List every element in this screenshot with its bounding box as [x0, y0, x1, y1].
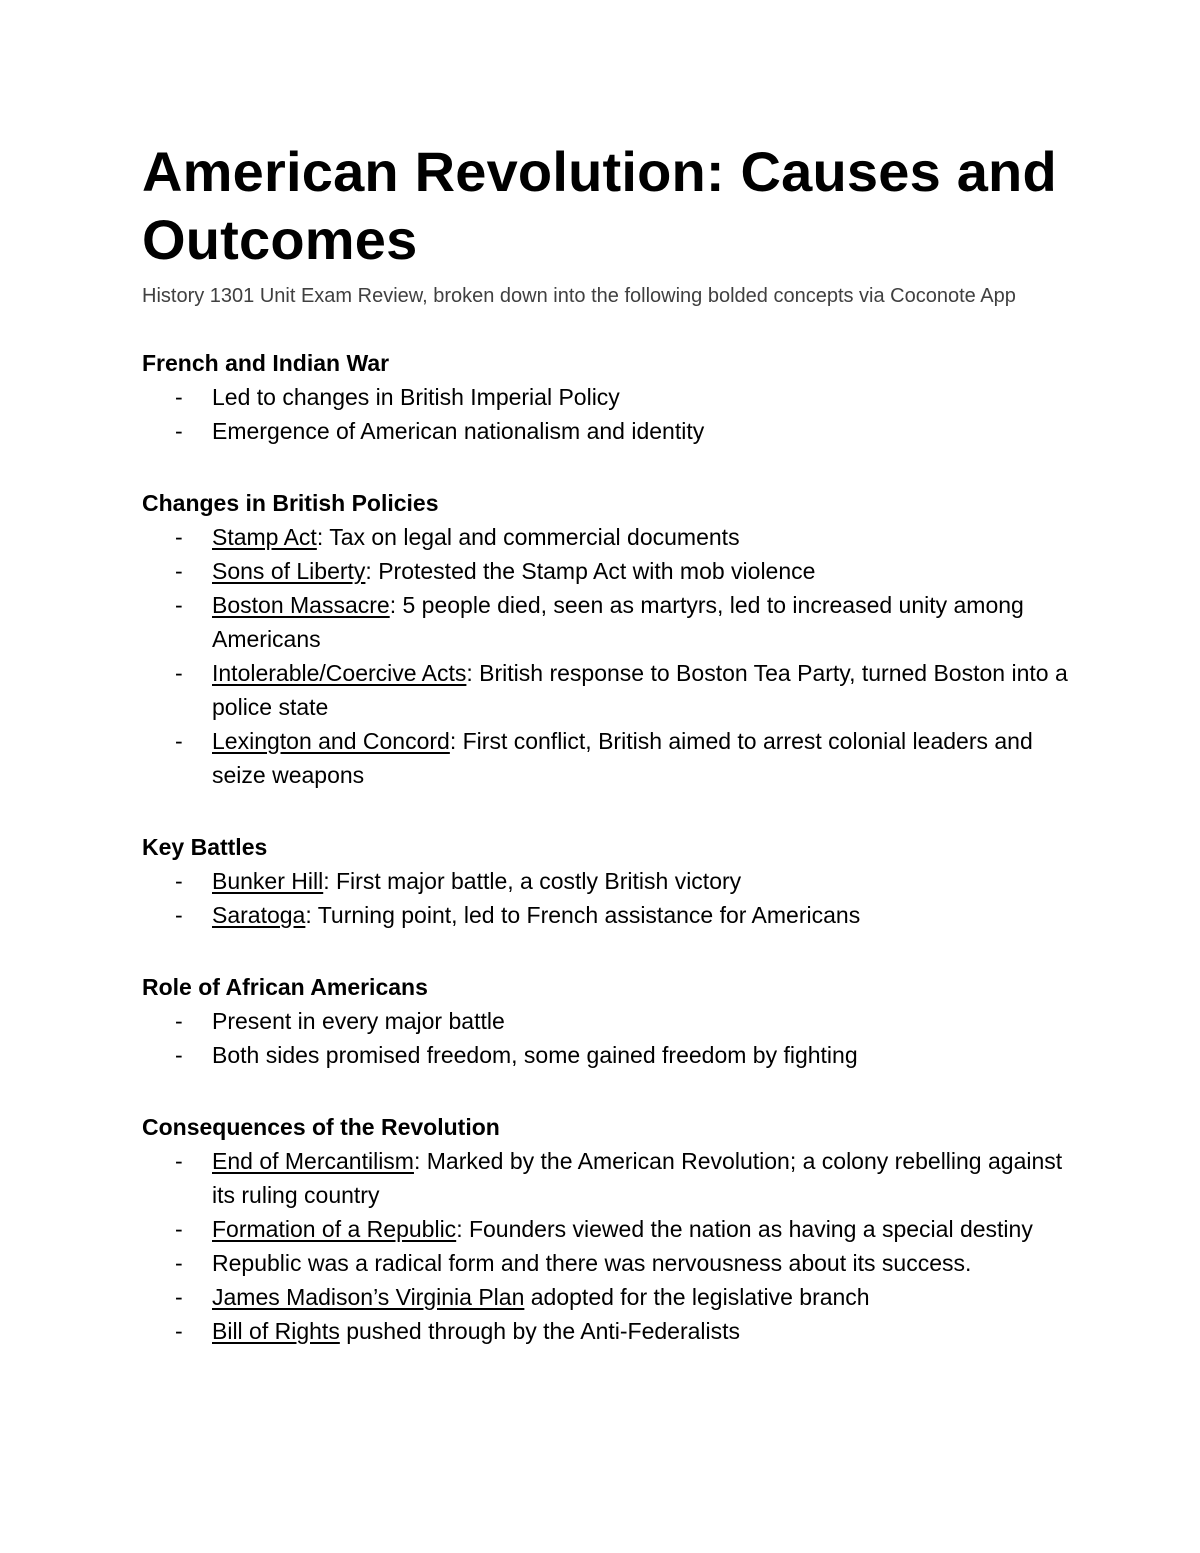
item-text: Led to changes in British Imperial Policy	[212, 384, 620, 410]
item-text: adopted for the legislative branch	[524, 1284, 870, 1310]
bullet-list	[142, 1144, 1072, 1348]
bullet-dash: -	[175, 1216, 183, 1242]
item-text: 5 people died, seen as martyrs, led to increased unity among Americans	[212, 592, 1029, 652]
list-item	[142, 554, 1072, 588]
key-term: End of Mercantilism	[212, 1148, 414, 1174]
item-text: Tax on legal and commercial documents	[323, 524, 740, 550]
item-text: Founders viewed the nation as having a special destiny	[462, 1216, 1033, 1242]
list-item	[142, 1314, 1072, 1348]
key-term: James Madison’s Virginia Plan	[212, 1284, 525, 1310]
term-separator: :	[466, 660, 473, 686]
bullet-dash: -	[175, 902, 183, 928]
key-term: Lexington and Concord	[212, 728, 450, 754]
item-text: Turning point, led to French assistance for Americans	[311, 902, 861, 928]
list-item	[142, 1038, 1072, 1072]
bullet-dash: -	[175, 384, 183, 410]
item-text: Protested the Stamp Act with mob violence	[371, 558, 816, 584]
term-separator: :	[413, 1148, 421, 1174]
term-separator: :	[316, 524, 324, 550]
section	[142, 970, 1072, 1072]
item-text: British response to Boston Tea Party, turned Boston into a police state	[212, 660, 1075, 720]
bullet-dash: -	[175, 660, 183, 686]
list-item	[142, 380, 1072, 414]
list-item	[142, 414, 1072, 448]
section	[142, 830, 1072, 932]
key-term: Boston Massacre	[212, 592, 390, 618]
key-term: Sons of Liberty	[212, 558, 366, 584]
bullet-dash: -	[175, 592, 183, 618]
section-heading: Changes in British Policies	[142, 490, 439, 516]
list-item	[142, 864, 1072, 898]
term-separator: :	[323, 868, 330, 894]
term-separator: :	[389, 592, 397, 618]
term-separator: :	[305, 902, 312, 928]
item-text: Republic was a radical form and there was nervousness about its success.	[212, 1250, 972, 1276]
item-text: Marked by the American Revolution; a colony rebelling against its ruling country	[212, 1148, 1069, 1208]
section-heading: French and Indian War	[142, 350, 390, 376]
document-title: American Revolution: Causes and Outcomes	[142, 140, 1057, 271]
key-term: Bunker Hill	[212, 868, 324, 894]
term-separator: :	[365, 558, 372, 584]
key-term: Bill of Rights	[212, 1318, 340, 1344]
key-term: Stamp Act	[212, 524, 317, 550]
bullet-dash: -	[175, 1318, 183, 1344]
bullet-dash: -	[175, 1042, 183, 1068]
section	[142, 346, 1072, 448]
bullet-dash: -	[175, 1008, 183, 1034]
item-text: Emergence of American nationalism and identity	[212, 418, 705, 444]
list-item	[142, 656, 1075, 724]
bullet-list	[142, 520, 1075, 792]
bullet-dash: -	[175, 1148, 183, 1174]
bullet-dash: -	[175, 1284, 183, 1310]
list-item	[142, 1004, 1072, 1038]
bullet-dash: -	[175, 728, 183, 754]
sections-container	[142, 346, 1075, 1348]
section	[142, 1110, 1072, 1348]
list-item	[142, 1280, 1072, 1314]
bullet-dash: -	[175, 558, 183, 584]
section-heading: Role of African Americans	[142, 974, 428, 1000]
key-term: Formation of a Republic	[212, 1216, 457, 1242]
list-item	[142, 1246, 1072, 1280]
section-heading: Consequences of the Revolution	[142, 1114, 500, 1140]
list-item	[142, 1144, 1072, 1212]
list-item	[142, 588, 1072, 656]
bullet-dash: -	[175, 868, 183, 894]
item-text: Both sides promised freedom, some gained freedom by fighting	[212, 1042, 858, 1068]
bullet-list	[142, 380, 1072, 448]
document-page	[142, 138, 1075, 1348]
bullet-list	[142, 1004, 1072, 1072]
bullet-dash: -	[175, 418, 183, 444]
section	[142, 486, 1075, 792]
bullet-dash: -	[175, 524, 183, 550]
list-item	[142, 724, 1072, 792]
bullet-dash: -	[175, 1250, 183, 1276]
list-item	[142, 520, 1072, 554]
item-text: Present in every major battle	[212, 1008, 505, 1034]
term-separator: :	[449, 728, 457, 754]
key-term: Saratoga	[212, 902, 306, 928]
list-item	[142, 898, 1072, 932]
key-term: Intolerable/Coercive Acts	[212, 660, 467, 686]
term-separator: :	[456, 1216, 463, 1242]
list-item	[142, 1212, 1072, 1246]
document-subtitle: History 1301 Unit Exam Review, broken down into the following bolded concepts via Coconote App	[142, 285, 1016, 307]
bullet-list	[142, 864, 1072, 932]
item-text: pushed through by the Anti-Federalists	[339, 1318, 741, 1344]
section-heading: Key Battles	[142, 834, 268, 860]
item-text: First conflict, British aimed to arrest colonial leaders and seize weapons	[212, 728, 1040, 788]
item-text: First major battle, a costly British victory	[329, 868, 742, 894]
